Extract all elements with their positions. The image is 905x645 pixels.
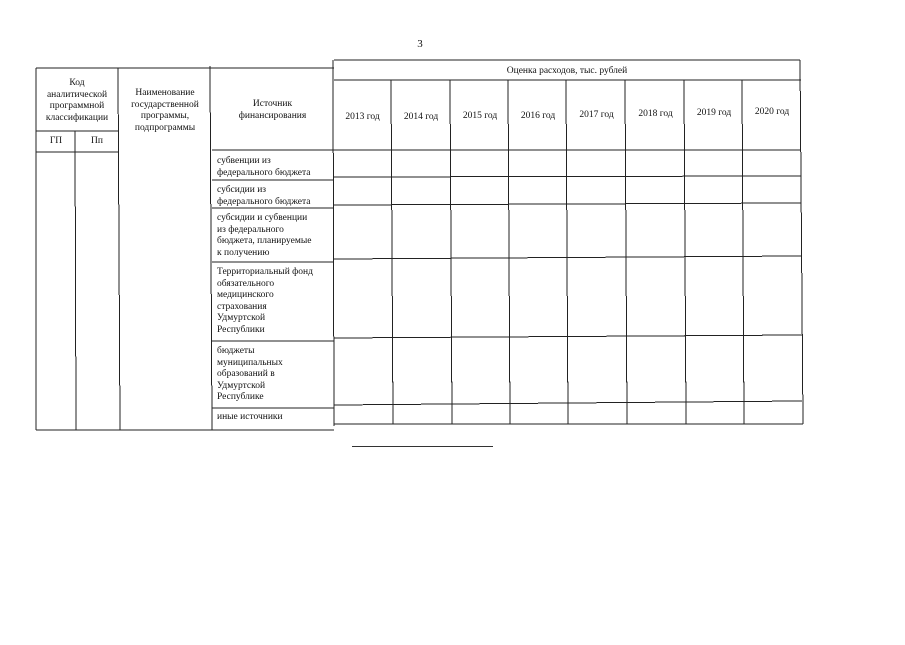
grid-line [391,80,393,424]
header-pp: Пп [91,136,103,146]
year-header: 2013 год [345,112,380,122]
page-number: 3 [417,38,423,50]
funding-source-row: субвенции из федерального бюджета [217,156,311,178]
year-header: 2016 год [520,111,556,121]
header-expense-estimate: Оценка расходов, тыс. рублей [506,66,628,76]
grid-line [334,203,801,205]
year-header: 2020 год [754,107,790,117]
year-header: 2017 год [579,110,614,120]
footer-divider [352,446,493,447]
header-funding-source: Источник финансирования [238,99,307,121]
grid-line [684,80,686,424]
grid-line [508,80,510,424]
funding-source-row: иные источники [217,412,283,422]
header-code: Код аналитической программной классификации [45,78,109,123]
year-header: 2015 год [462,111,498,121]
grid-line [450,80,452,424]
funding-source-row: субсидии из федерального бюджета [217,185,311,207]
funding-source-row: Территориальный фонд обязательного медицинского страхования Удмуртской Республики [217,267,313,335]
grid-line [75,131,76,430]
grid-line [625,80,627,424]
grid-line [334,176,801,177]
year-header: 2019 год [696,108,732,118]
year-header: 2018 год [638,109,673,119]
grid-line [334,335,802,338]
funding-source-row: бюджеты муниципальных образований в Удмуртской Республике [217,346,283,402]
grid-line [742,80,744,424]
year-header: 2014 год [403,112,439,122]
header-gp: ГП [49,136,63,146]
funding-source-row: субсидии и субвенции из федерального бюджета, планируемые к получению [217,213,312,258]
header-program-name: Наименование государственной программы, подпрограммы [131,88,199,133]
grid-line [566,80,568,424]
